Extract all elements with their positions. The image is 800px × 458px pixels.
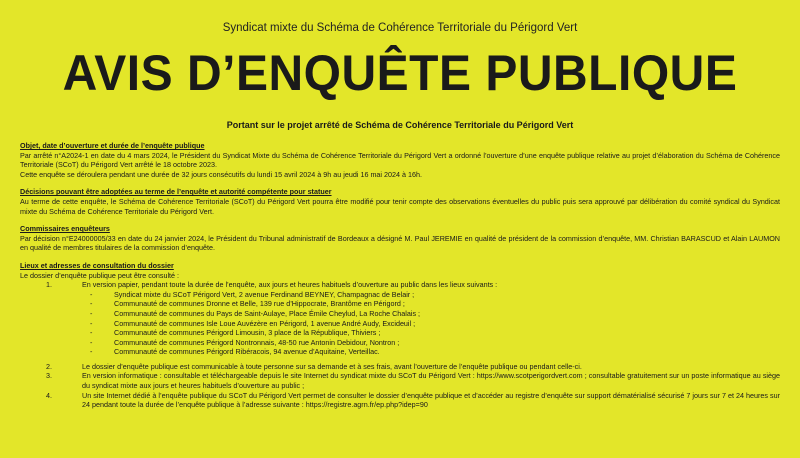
list-item-text: En version informatique : consultable et téléchargeable depuis le site Internet du syndicat mixte du SCoT du Périgord Vert : https://www.scotperigordvert.com ; consultable gratuitement sur un poste informatique au siège du syndicat mixte aux jours et heures habituels d’ouverture au public ; (82, 371, 780, 391)
section-objet (20, 141, 780, 179)
section-heading-decisions: Décisions pouvant être adoptées au terme de l’enquête et autorité compétente pour statuer (20, 187, 332, 197)
place-text: Communauté de communes Dronne et Belle, 139 rue d’Hippocrate, Brantôme en Périgord ; (114, 299, 405, 309)
place-text: Syndicat mixte du SCoT Périgord Vert, 2 avenue Ferdinand BEYNEY, Champagnac de Belair ; (114, 289, 415, 299)
list-item (20, 391, 780, 410)
lieux-intro: Le dossier d’enquête publique peut être consulté : (20, 270, 180, 280)
place-text: Communauté de communes Périgord Ribéracois, 94 avenue d’Aquitaine, Verteillac. (114, 347, 380, 357)
consultation-list (20, 280, 780, 410)
list-item-text: Un site Internet dédié à l’enquête publique du SCoT du Périgord Vert permet de consulter le dossier d’enquête publique et d’accéder au registre d’enquête sur support dématérialisé sécurisé 7 jours sur 7 et 24 heures sur 24 pendant toute la durée de l’enquête publique à l’adresse suivante : https://registre.agrn.fr/ep.php?idep=90 (82, 390, 780, 410)
section-heading-objet: Objet, date d’ouverture et durée de l’enquête publique (20, 141, 205, 150)
notice-subtitle: Portant sur le projet arrêté de Schéma de Cohérence Territoriale du Périgord Vert (226, 120, 574, 130)
section-commissaires (20, 224, 780, 253)
section-heading-commissaires: Commissaires enquêteurs (20, 224, 110, 234)
place-text: Communauté de communes Isle Loue Auvézère en Périgord, 1 avenue André Audy, Excideuil ; (114, 318, 416, 328)
place-item: - Communauté de communes Périgord Limousin, 3 place de la République, Thiviers ; (90, 328, 381, 338)
section-lieux (20, 261, 780, 410)
commissaires-paragraph: Par décision n°E24000005/33 en date du 24 janvier 2024, le Président du Tribunal administratif de Bordeaux a désigné M. Paul JEREMIE en qualité de président de la commission d’enquête, MM. Christian BARASCUD et Alain LAUMON en qualité de membres titulaires de la commission d’enquête. (20, 233, 780, 253)
section-decisions (20, 187, 780, 216)
list-item-text: En version papier, pendant toute la durée de l’enquête, aux jours et heures habituels d’ouverture au public dans les lieux suivants : (82, 280, 498, 290)
places-list (82, 290, 780, 357)
organization-name: Syndicat mixte du Schéma de Cohérence Territoriale du Périgord Vert (222, 22, 578, 34)
list-item (20, 362, 780, 372)
place-item: - Communauté de communes Isle Loue Auvézère en Périgord, 1 avenue André Audy, Excideuil ; (90, 318, 416, 328)
objet-paragraph-2: Cette enquête se déroulera pendant une durée de 32 jours consécutifs du lundi 15 avril 2024 à 9h au jeudi 16 mai 2024 à 16h. (20, 169, 422, 179)
list-item (20, 371, 780, 390)
place-text: Communauté de communes du Pays de Saint-Aulaye, Place Émile Cheylud, La Roche Chalais ; (114, 308, 421, 318)
list-number: 4. (46, 390, 52, 400)
place-text: Communauté de communes Périgord Limousin, 3 place de la République, Thiviers ; (114, 328, 381, 338)
list-item (20, 280, 780, 357)
decisions-paragraph: Au terme de cette enquête, le Schéma de Cohérence Territoriale (SCoT) du Périgord Vert pourra être modifié pour tenir compte des observations éventuelles du public puis sera approuvé par délibération du comité syndical du Syndicat mixte du Schéma de Cohérence Territoriale du Périgord Vert. (20, 196, 780, 216)
section-heading-lieux: Lieux et adresses de consultation du dossier (20, 260, 174, 270)
objet-paragraph-1: Par arrêté n°A2024-1 en date du 4 mars 2024, le Président du Syndicat Mixte du Schéma de Cohérence Territoriale du Périgord Vert a ordonné l’ouverture d’une enquête publique relative au projet d’élaboration du Schéma de Cohérence Territoriale (SCoT) du Périgord Vert arrêté le 18 octobre 2023. (20, 150, 780, 170)
place-item: - Syndicat mixte du SCoT Périgord Vert, 2 avenue Ferdinand BEYNEY, Champagnac de Belair ; (90, 289, 415, 299)
place-item: - Communauté de communes Périgord Ribéracois, 94 avenue d’Aquitaine, Verteillac. (90, 347, 380, 357)
place-item: - Communauté de communes Périgord Nontronnais, 48-50 rue Antonin Debidour, Nontron ; (90, 337, 400, 347)
list-number: 2. (46, 361, 52, 371)
list-item-text: Le dossier d’enquête publique est communicable à toute personne sur sa demande et à ses frais, avant l’ouverture de l’enquête publique ou pendant celle-ci. (82, 361, 582, 371)
place-text: Communauté de communes Périgord Nontronnais, 48-50 rue Antonin Debidour, Nontron ; (114, 337, 400, 347)
notice-title: AVIS D’ENQUÊTE PUBLIQUE (62, 45, 738, 102)
list-number: 1. (46, 280, 52, 290)
list-number: 3. (46, 371, 52, 381)
place-item: - Communauté de communes Dronne et Belle, 139 rue d’Hippocrate, Brantôme en Périgord ; (90, 299, 405, 309)
place-item: - Communauté de communes du Pays de Saint-Aulaye, Place Émile Cheylud, La Roche Chalais ; (90, 308, 421, 318)
